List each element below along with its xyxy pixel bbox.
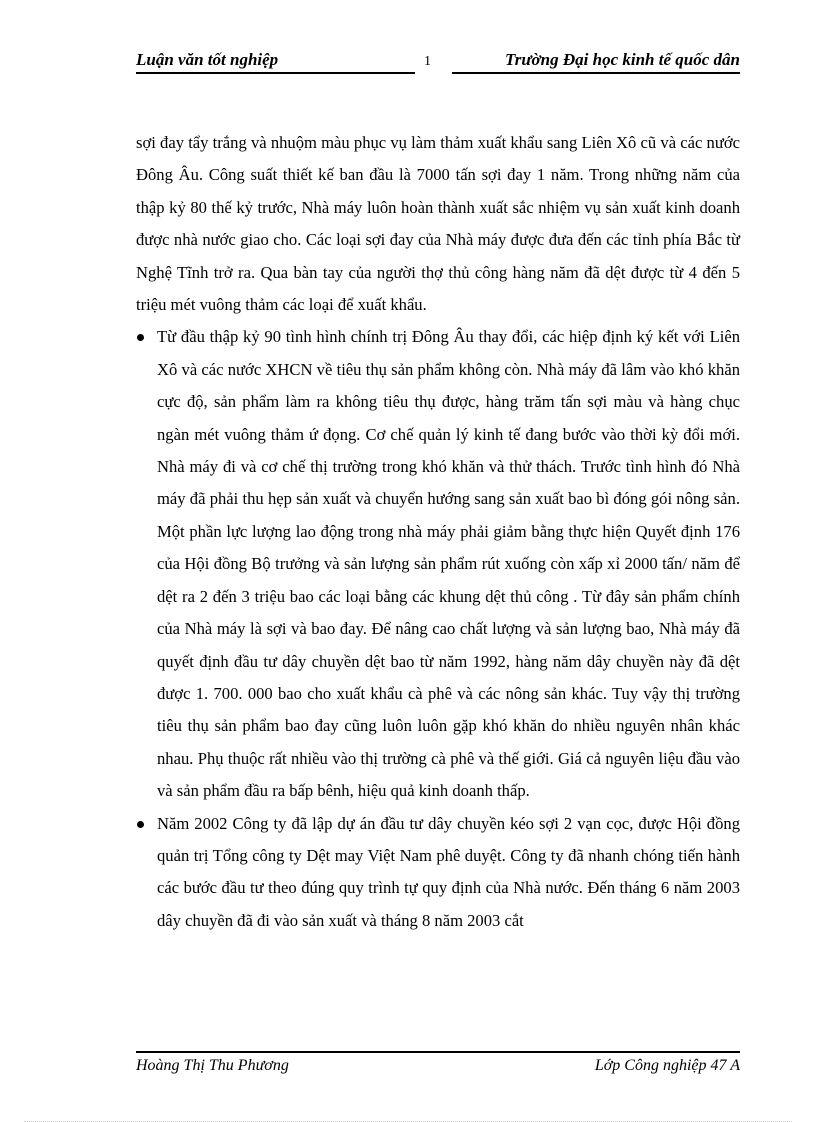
footer bbox=[136, 1051, 740, 1075]
page-number: 1 bbox=[424, 54, 431, 69]
intro-paragraph: sợi đay tẩy trắng và nhuộm màu phục vụ làm thảm xuất khẩu sang Liên Xô cũ và các nước Đông Âu. Công suất thiết kế ban đầu là 7000 tấn sợi đay 1 năm. Trong những năm của thập kỷ 80 thế kỷ trước, Nhà máy luôn hoàn thành xuất sắc nhiệm vụ sản xuất kinh doanh được nhà nước giao cho. Các loại sợi đay của Nhà máy được đưa đến các tỉnh phía Bắc từ Nghệ Tĩnh trở ra. Qua bàn tay của người thợ thủ công hàng năm đã dệt được từ 4 đến 5 triệu mét vuông thảm các loại để xuất khẩu. bbox=[136, 133, 740, 315]
document-body bbox=[136, 127, 740, 937]
bullet-item bbox=[136, 808, 740, 938]
page-edge-divider bbox=[24, 1121, 792, 1122]
header-thesis-title: Luận văn tốt nghiệp bbox=[136, 50, 415, 74]
header-university: Trường Đại học kinh tế quốc dân bbox=[452, 50, 740, 74]
bullet-text: Từ đầu thập kỷ 90 tình hình chính trị Đông Âu thay đổi, các hiệp định ký kết với Liên Xô và các nước XHCN về tiêu thụ sản phẩm không còn. Nhà máy đã lâm vào khó khăn cực độ, sản phẩm làm ra không tiêu thụ được, hàng trăm tấn sợi màu và hàng chục ngàn mét vuông thảm ứ đọng. Cơ chế quản lý kinh tế đang bước vào thời kỳ đổi mới. Nhà máy đi và cơ chế thị trường trong khó khăn và thử thách. Trước tình hình đó Nhà máy đã phải thu hẹp sản xuất và chuyển hướng sang sản xuất bao bì đóng gói nông sản. Một phần lực lượng lao động trong nhà máy phải giảm bằng thực hiện Quyết định 176 của Hội đồng Bộ trưởng và sản lượng sản phẩm rút xuống còn xấp xỉ 2000 tấn/ năm để dệt ra 2 đến 3 triệu bao các loại bằng các khung dệt thủ công . Từ đây sản phẩm chính của Nhà máy là sợi và bao đay. Để nâng cao chất lượng và sản lượng bao, Nhà máy đã quyết định đầu tư dây chuyền dệt bao từ năm 1992, hàng năm dây chuyền này đã dệt được 1. 700. 000 bao cho xuất khẩu cà phê và các nông sản khác. Tuy vậy thị trường tiêu thụ sản phẩm bao đay cũng luôn luôn gặp khó khăn do nhiều nguyên nhân khác nhau. Phụ thuộc rất nhiều vào thị trường cà phê và thế giới. Giá cả nguyên liệu đầu vào và sản phẩm đầu ra bấp bênh, hiệu quả kinh doanh thấp. bbox=[157, 327, 740, 801]
footer-author: Hoàng Thị Thu Phương bbox=[136, 1057, 289, 1074]
footer-class: Lớp Công nghiệp 47 A bbox=[594, 1057, 740, 1074]
bullet-list bbox=[136, 321, 740, 937]
bullet-icon bbox=[137, 334, 144, 341]
bullet-item bbox=[136, 321, 740, 807]
bullet-text: Năm 2002 Công ty đã lập dự án đầu tư dây chuyền kéo sợi 2 vạn cọc, được Hội đồng quản trị Tổng công ty Dệt may Việt Nam phê duyệt. Công ty đã nhanh chóng tiến hành các bước đầu tư theo đúng quy trình tự quy định của Nhà nước. Đến tháng 6 năm 2003 dây chuyền đã đi vào sản xuất và tháng 8 năm 2003 cắt bbox=[157, 813, 740, 930]
bullet-icon bbox=[137, 821, 144, 828]
